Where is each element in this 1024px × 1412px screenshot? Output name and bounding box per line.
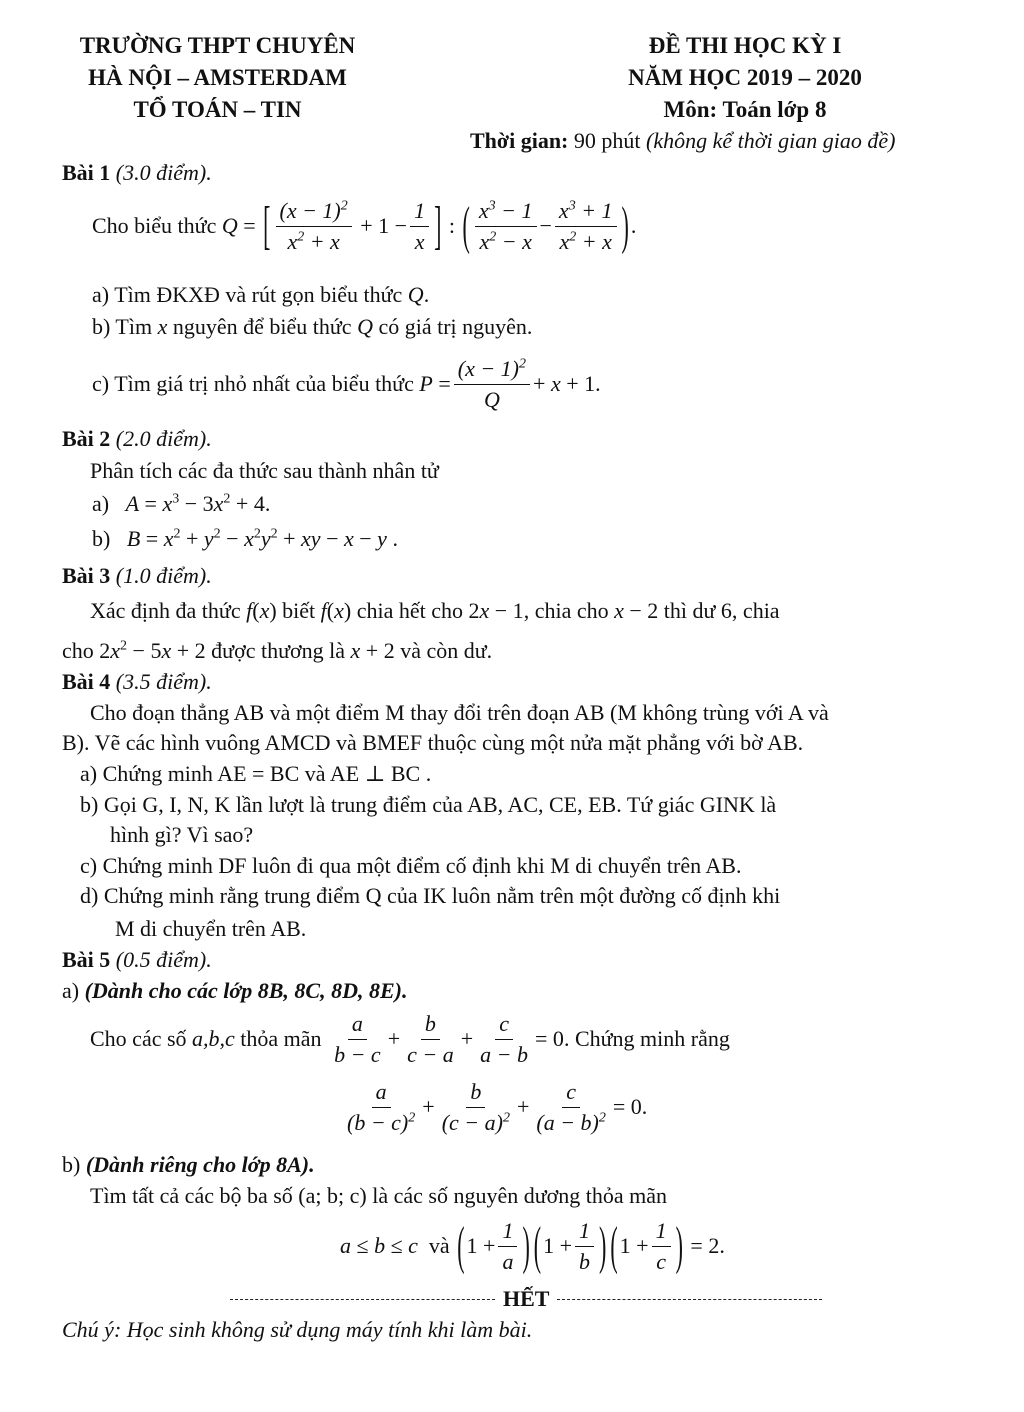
exam-time: [470, 128, 895, 154]
bai2-part-b: b) $B = x^2 + y^2 - x^2y^2$ + xy − x − y .: [92, 526, 398, 551]
end-divider-left: [230, 1299, 495, 1300]
bai1-expression-Q: Cho biểu thức Q = [ $\frac{(x - 1)^2}{x^2 + x}$ + 1 − $\frac{1}{x}$ ] : ( $\frac{x^3 - 1}{x^2 - x}$ − $\frac{x^3 + 1}{x^2 + x}$ ) .: [92, 194, 637, 255]
bai3-line1: Xác định đa thức f(x) biết f(x) chia hết cho 2x − 1, chia cho x − 2 thì dư 6, chia: [90, 598, 780, 623]
bai4-part-a: a) Chứng minh AE = BC và AE ⊥ BC .: [80, 761, 432, 786]
bai3-line2: cho $2x^2 - 5x + 2$ được thương là x + 2 và còn dư.: [62, 638, 493, 663]
bai4-part-d-line1: d) Chứng minh rằng trung điểm Q của IK luôn nằm trên một đường cố định khi: [80, 883, 781, 908]
bai5-part-b-title: b) (Dành riêng cho lớp 8A).: [62, 1152, 315, 1177]
bai2-intro: Phân tích các đa thức sau thành nhân tử: [90, 458, 439, 483]
bai5-heading: Bài 5 (0.5 điểm).: [62, 947, 212, 972]
bai1-heading: Bài 1 (3.0 điểm).: [62, 160, 212, 185]
bai4-part-b-line1: b) Gọi G, I, N, K lần lượt là trung điểm của AB, AC, CE, EB. Tứ giác GINK là: [80, 792, 777, 817]
footer-note: Chú ý: Học sinh không sử dụng máy tính khi làm bài.: [62, 1317, 533, 1342]
subject: Môn: Toán lớp 8: [663, 97, 827, 122]
bai5-part-a-goal: $\frac{a}{(b - c)^2}$ + $\frac{b}{(c - a)^2}$ + $\frac{c}{(a - b)^2}$ = 0.: [347, 1078, 648, 1135]
school-name-line2: HÀ NỘI – AMSTERDAM: [88, 65, 347, 90]
time-note: (không kể thời gian giao đề): [646, 128, 896, 153]
bai4-intro-line1: Cho đoạn thẳng AB và một điểm M thay đổi trên đoạn AB (M không trùng với A và: [90, 700, 829, 725]
bai2-heading: Bài 2 (2.0 điểm).: [62, 426, 212, 451]
bai1-part-b: b) Tìm x nguyên để biểu thức Q có giá trị nguyên.: [92, 314, 533, 339]
bai2-part-a: a) $A = x^3 - 3x^2 + 4$.: [92, 491, 271, 516]
time-label: Thời gian:: [470, 128, 569, 153]
bai1-part-c: c) Tìm giá trị nhỏ nhất của biểu thức P = $\frac{(x - 1)^2}{Q}$ + x + 1.: [92, 355, 601, 412]
bai4-intro-line2: B). Vẽ các hình vuông AMCD và BMEF thuộc cùng một nửa mặt phẳng với bờ AB.: [62, 730, 804, 755]
bai4-heading: Bài 4 (3.5 điểm).: [62, 669, 212, 694]
time-value: 90 phút: [568, 128, 647, 153]
department-name: TỔ TOÁN – TIN: [133, 97, 302, 122]
end-divider-right: [557, 1299, 822, 1300]
bai5-part-b-equation: a ≤ b ≤ c và ( 1 + $\frac{1}{a}$ ) ( 1 + $\frac{1}{b}$ ) ( 1 + $\frac{1}{c}$ ) = 2.: [340, 1214, 725, 1275]
bai5-part-a-title: a) (Dành cho các lớp 8B, 8C, 8D, 8E).: [62, 978, 408, 1003]
end-marker: [230, 1286, 822, 1312]
bai5-part-b-intro: Tìm tất cả các bộ ba số (a; b; c) là các số nguyên dương thỏa mãn: [90, 1183, 668, 1208]
bai4-part-b-line2: hình gì? Vì sao?: [110, 822, 254, 847]
bai5-part-a-condition: Cho các số a,b,c thỏa mãn $\frac{a}{b - c}$ + $\frac{b}{c - a}$ + $\frac{c}{a - b}$ = 0 . Chứng minh rằng: [90, 1010, 730, 1067]
school-name-line1: TRƯỜNG THPT CHUYÊN: [79, 33, 356, 58]
bai4-part-c: c) Chứng minh DF luôn đi qua một điểm cố định khi M di chuyển trên AB.: [80, 853, 742, 878]
bai3-heading: Bài 3 (1.0 điểm).: [62, 563, 212, 588]
school-year: NĂM HỌC 2019 – 2020: [628, 65, 862, 90]
bai4-part-d-line2: M di chuyển trên AB.: [115, 916, 307, 941]
end-text: HẾT: [503, 1286, 550, 1311]
exam-title: ĐỀ THI HỌC KỲ I: [648, 33, 842, 58]
bai1-part-a: a) Tìm ĐKXĐ và rút gọn biểu thức Q.: [92, 282, 430, 307]
